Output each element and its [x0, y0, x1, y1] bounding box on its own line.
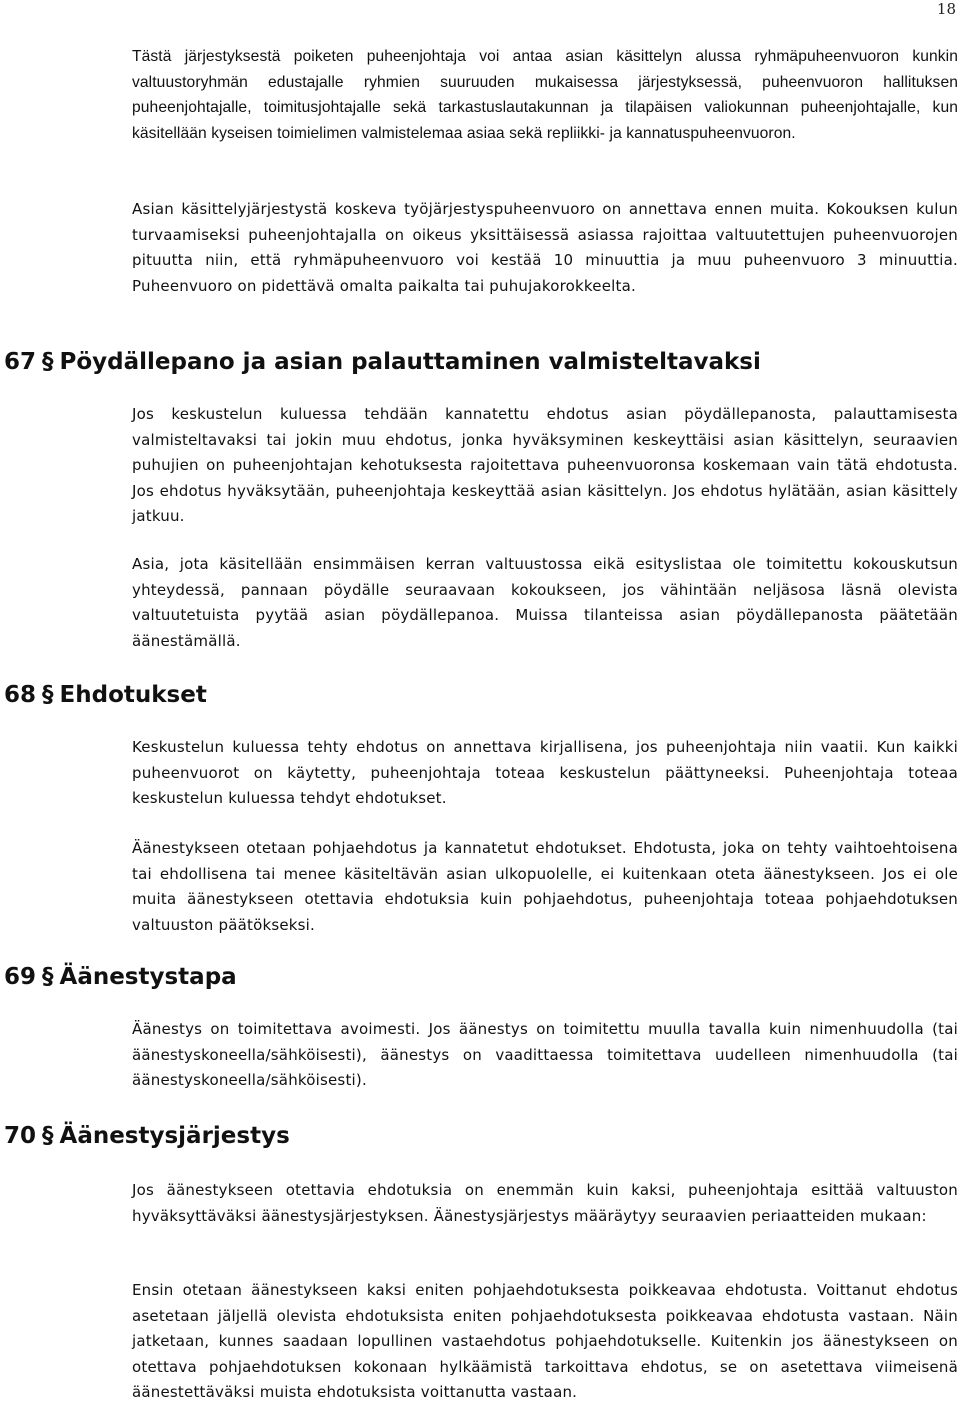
- section-sign: §: [42, 682, 54, 708]
- paragraph-voting-proposals: Äänestykseen otetaan pohjaehdotus ja kannatetut ehdotukset. Ehdotusta, joka on tehty vaihtoehtoisena tai ehdollisena tai menee käsiteltävän asian ulkopuolelle, ei kuitenkaan oteta äänestykseen. Jos ei ole muita äänestykseen otettavia ehdotuksia kuin pohjaehdotus, puheenjohtaja toteaa pohjaehdotuksen valtuuston päätökseksi.: [132, 839, 958, 934]
- paragraph-procedural-speech: Asian käsittelyjärjestystä koskeva työjärjestyspuheenvuoro on annettava ennen muita. Kokouksen kulun turvaamiseksi puheenjohtajalla on oikeus yksittäisessä asiassa rajoittaa valtuutettujen puheenvuorojen pituutta niin, että ryhmäpuheenvuoro voi kestää 10 minuuttia ja muu puheenvuoro 3 minuuttia. Puheenvuoro on pidettävä omalta paikalta tai puhujakorokkeelta.: [132, 200, 958, 295]
- paragraph-group-speeches: Tästä järjestyksestä poiketen puheenjohtaja voi antaa asian käsittelyn alussa ryhmäpuheenvuoron kunkin valtuustoryhmän edustajalle ryhmien suuruuden mukaisessa järjestyksessä, puheenvuoron hallituksen puheenjohtajalle, toimitusjohtajalle sekä tarkastuslautakunnan ja tilapäisen valiokunnan puheenjohtajalle, kun käsitellään kyseisen toimielimen valmistelemaa asiaa sekä repliikki- ja kannatuspuheenvuoron.: [132, 48, 958, 142]
- section-sign: §: [42, 349, 54, 375]
- section-number: 68: [4, 682, 37, 708]
- section-title: Ehdotukset: [59, 682, 207, 708]
- page-number: 18: [936, 0, 956, 18]
- section-heading-70: [4, 1121, 290, 1151]
- paragraph-open-voting: Äänestys on toimitettava avoimesti. Jos äänestys on toimitettu muulla tavalla kuin nimenhuudolla (tai äänestyskoneella/sähköisesti), äänestys on vaadittaessa toimitettava uudelleen nimenhuudolla (tai äänestyskoneella/sähköisesti).: [132, 1020, 958, 1090]
- section-title: Äänestysjärjestys: [59, 1123, 290, 1149]
- paragraph-voting-order-intro: Jos äänestykseen otettavia ehdotuksia on enemmän kuin kaksi, puheenjohtaja esittää valtuuston hyväksyttäväksi äänestysjärjestyksen. Äänestysjärjestys määräytyy seuraavien periaatteiden mukaan:: [132, 1181, 958, 1225]
- section-number: 69: [4, 964, 37, 990]
- section-title: Äänestystapa: [59, 964, 237, 990]
- paragraph-first-time-tabling: Asia, jota käsitellään ensimmäisen kerran valtuustossa eikä esityslistaa ole toimitettu kokouskutsun yhteydessä, pannaan pöydälle seuraavaan kokoukseen, jos vähintään neljäsosa läsnä olevista valtuutetuista pyytää asian pöydällepanoa. Muissa tilanteissa asian pöydällepanosta päätetään äänestämällä.: [132, 555, 958, 650]
- paragraph-written-proposal: Keskustelun kuluessa tehty ehdotus on annettava kirjallisena, jos puheenjohtaja niin vaatii. Kun kaikki puheenvuorot on käytetty, puheenjohtaja toteaa keskustelun päättyneeksi. Puheenjohtaja toteaa keskustelun kuluessa tehdyt ehdotukset.: [132, 738, 958, 808]
- section-sign: §: [42, 1123, 54, 1149]
- section-heading-67: [4, 347, 761, 377]
- paragraph-tabling-motion: Jos keskustelun kuluessa tehdään kannatettu ehdotus asian pöydällepanosta, palauttamisesta valmisteltavaksi tai jokin muu ehdotus, jonka hyväksyminen keskeyttäisi asian käsittelyn, seuraavien puhujien on puheenjohtajan kehotuksesta rajoitettava puheenvuoronsa koskemaan vain tätä ehdotusta. Jos ehdotus hyväksytään, puheenjohtaja keskeyttää asian käsittelyn. Jos ehdotus hylätään, asian käsittely jatkuu.: [132, 405, 958, 526]
- section-heading-68: [4, 680, 207, 710]
- section-title: Pöydällepano ja asian palauttaminen valmisteltavaksi: [59, 349, 761, 375]
- section-heading-69: [4, 962, 237, 992]
- paragraph-voting-order-rules: Ensin otetaan äänestykseen kaksi eniten pohjaehdotuksesta poikkeavaa ehdotusta. Voittanut ehdotus asetetaan jäljellä olevista ehdotuksista eniten pohjaehdotuksesta poikkeavaa ehdotusta vastaan. Näin jatketaan, kunnes saadaan lopullinen vastaehdotus pohjaehdotukselle. Kuitenkin jos äänestykseen on otettava pohjaehdotuksen kokonaan hylkäämistä tarkoittava ehdotus, se on asetettava viimeisenä äänestettäväksi muista ehdotuksista voittanutta vastaan.: [132, 1281, 958, 1402]
- section-sign: §: [42, 964, 54, 990]
- section-number: 70: [4, 1123, 37, 1149]
- section-number: 67: [4, 349, 37, 375]
